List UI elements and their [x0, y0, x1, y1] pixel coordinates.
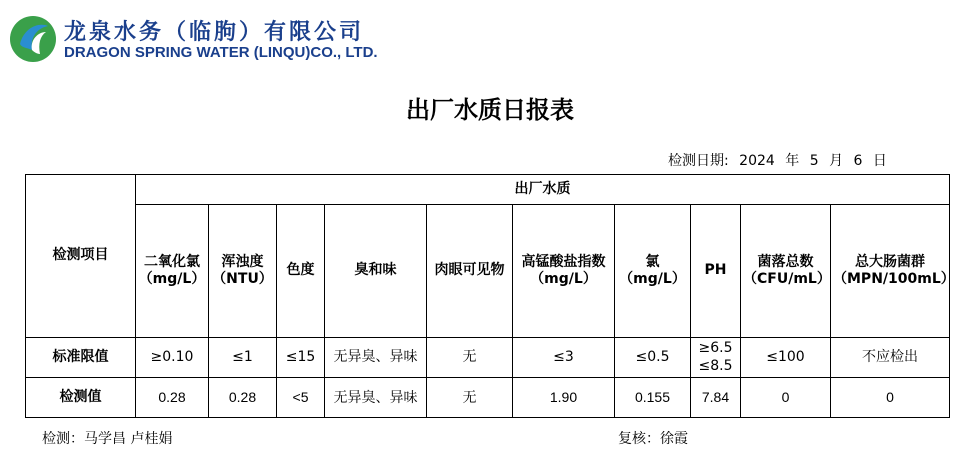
col-header-total-coliform: 总大肠菌群（MPN/100mL）: [831, 205, 950, 338]
standard-cell: ≥0.10: [136, 338, 209, 378]
col-header-turbidity: 浑浊度（NTU）: [209, 205, 277, 338]
standard-cell: 不应检出: [831, 338, 950, 378]
inspector-signature: 检测：马学昌 卢桂娟: [42, 431, 173, 447]
standard-row-label: 标准限值: [26, 338, 136, 378]
date-label: 检测日期:: [668, 153, 729, 169]
col-header-colony-count: 菌落总数（CFU/mL）: [741, 205, 831, 338]
col-header-chlorine: 氯（mg/L）: [615, 205, 691, 338]
standard-cell: ≤100: [741, 338, 831, 378]
inspection-date: [668, 150, 893, 170]
col-header-ph: PH: [691, 205, 741, 338]
measured-cell: 无异臭、异味: [325, 378, 427, 418]
standard-cell: 无异臭、异味: [325, 338, 427, 378]
date-year-unit: 年: [785, 153, 800, 169]
standard-row: [26, 338, 950, 378]
company-name-en: DRAGON SPRING WATER (LINQU)CO., LTD.: [64, 44, 378, 61]
date-month: 5: [809, 153, 819, 169]
item-header: 检测项目: [26, 175, 136, 338]
standard-cell: ≤15: [277, 338, 325, 378]
date-day-unit: 日: [872, 153, 887, 169]
report-title: 出厂水质日报表: [406, 95, 574, 124]
company-name-cn: 龙泉水务（临朐）有限公司: [64, 20, 365, 45]
measured-cell: 0.28: [136, 378, 209, 418]
water-quality-table: [25, 174, 955, 418]
group-header: 出厂水质: [136, 175, 950, 205]
water-drop-logo-icon: [8, 14, 58, 64]
standard-cell: ≤3: [513, 338, 615, 378]
standard-cell: ≤0.5: [615, 338, 691, 378]
measured-cell: 1.90: [513, 378, 615, 418]
col-header-chlorine-dioxide: 二氧化氯（mg/L）: [136, 205, 209, 338]
col-header-color: 色度: [277, 205, 325, 338]
measured-row: [26, 378, 950, 418]
date-month-unit: 月: [829, 153, 844, 169]
measured-cell: 无: [427, 378, 513, 418]
measured-cell: <5: [277, 378, 325, 418]
measured-cell: 0: [831, 378, 950, 418]
measured-row-label: 检测值: [26, 378, 136, 418]
standard-cell: ≥6.5 ≤8.5: [691, 338, 741, 378]
standard-cell: ≤1: [209, 338, 277, 378]
measured-cell: 0.155: [615, 378, 691, 418]
col-header-permanganate-index: 高锰酸盐指数（mg/L）: [513, 205, 615, 338]
reviewer-signature: 复核：徐霞: [618, 431, 688, 447]
measured-cell: 0.28: [209, 378, 277, 418]
measured-cell: 7.84: [691, 378, 741, 418]
measured-cell: 0: [741, 378, 831, 418]
date-day: 6: [853, 153, 863, 169]
standard-cell: 无: [427, 338, 513, 378]
col-header-odor-taste: 臭和味: [325, 205, 427, 338]
col-header-visible-matter: 肉眼可见物: [427, 205, 513, 338]
date-year: 2024: [739, 153, 775, 169]
